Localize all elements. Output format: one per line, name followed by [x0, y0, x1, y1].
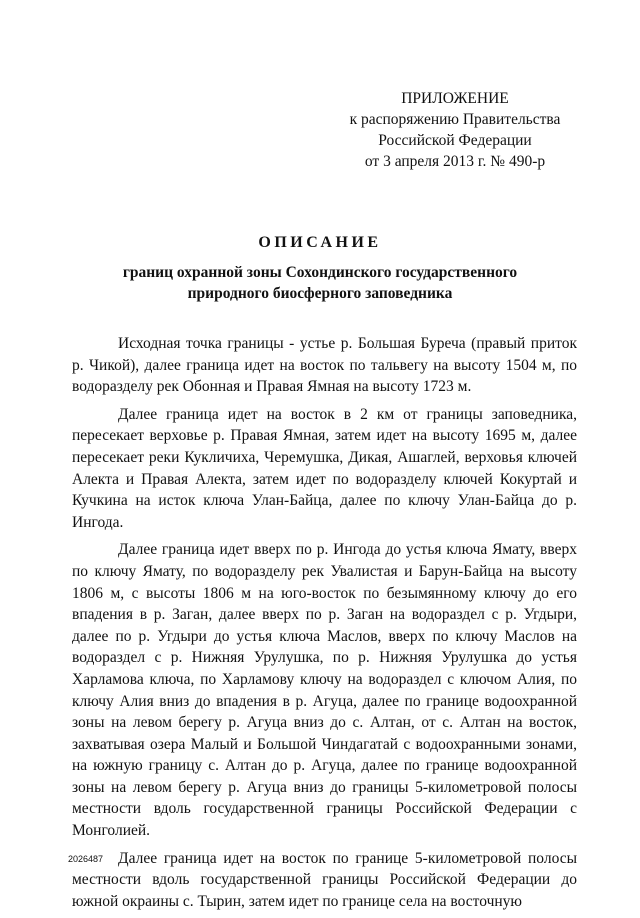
paragraph: Далее граница идет на восток в 2 км от границы заповедника, пересекает верховье р. Правая Ямная, затем идет на высоту 1695 м, далее пересекает реки Кукличиха, Черемушка, Дикая, Ашаглей, верховья ключей Алекта и Правая Алекта, затем идет по водоразделу ключей Кокуртай и Кучкина на исток ключа Улан-Байца, далее по ключу Улан-Байца до р. Ингода. — [72, 405, 577, 531]
subtitle-line: границ охранной зоны Сохондинского государственного — [122, 264, 518, 281]
appendix-header — [330, 88, 580, 172]
appendix-date-number: от 3 апреля 2013 г. № 490-р — [364, 153, 546, 170]
appendix-title: ПРИЛОЖЕНИЕ — [401, 90, 509, 107]
paragraph: Далее граница идет на восток по границе 5-километровой полосы местности вдоль государственной границы Российской Федерации до южной окраины с. Тырин, затем идет по границе села на восточную — [72, 849, 577, 910]
document-code: 2026487 — [68, 854, 104, 864]
appendix-line: Российской Федерации — [378, 132, 532, 149]
document-subtitle — [60, 262, 580, 304]
subtitle-line: природного биосферного заповедника — [187, 285, 453, 302]
paragraph: Исходная точка границы - устье р. Большая Буреча (правый приток р. Чикой), далее граница идет на восток по тальвегу на высоту 1504 м, по водоразделу рек Обонная и Правая Ямная на высоту 1723 м. — [72, 335, 577, 396]
paragraph: Далее граница идет вверх по р. Ингода до устья ключа Ямату, вверх по ключу Ямату, по водоразделу рек Увалистая и Барун-Байца на высоту 1806 м, с высоты 1806 м на юго-восток по безымянному ключу до его впадения в р. Заган, далее вверх по р. Заган на водораздел с р. Угдыри, далее по р. Угдыри до устья ключа Маслов, вверх по ключу Маслов на водораздел с р. Нижняя Урулушка, по р. Нижняя Урулушка до устья Харламова ключа, по Харламову ключу на водораздел с ключом Алия, по ключу Алия вниз до впадения в р. Агуца, далее по границе водоохранной зоны на левом берегу р. Агуца вниз до с. Алтан, от с. Алтан на восток, захватывая озера Малый и Большой Чиндагатай с водоохранными зонами, на южную границу с. Алтан до р. Агуца, далее по границе водоохранной зоны на левом берегу р. Агуца вниз до границы 5-километровой полосы местности вдоль государственной границы Российской Федерации с Монголией. — [72, 541, 577, 840]
document-title: ОПИСАНИЕ — [258, 234, 382, 251]
document-body — [72, 333, 577, 918]
appendix-line: к распоряжению Правительства — [349, 111, 561, 128]
